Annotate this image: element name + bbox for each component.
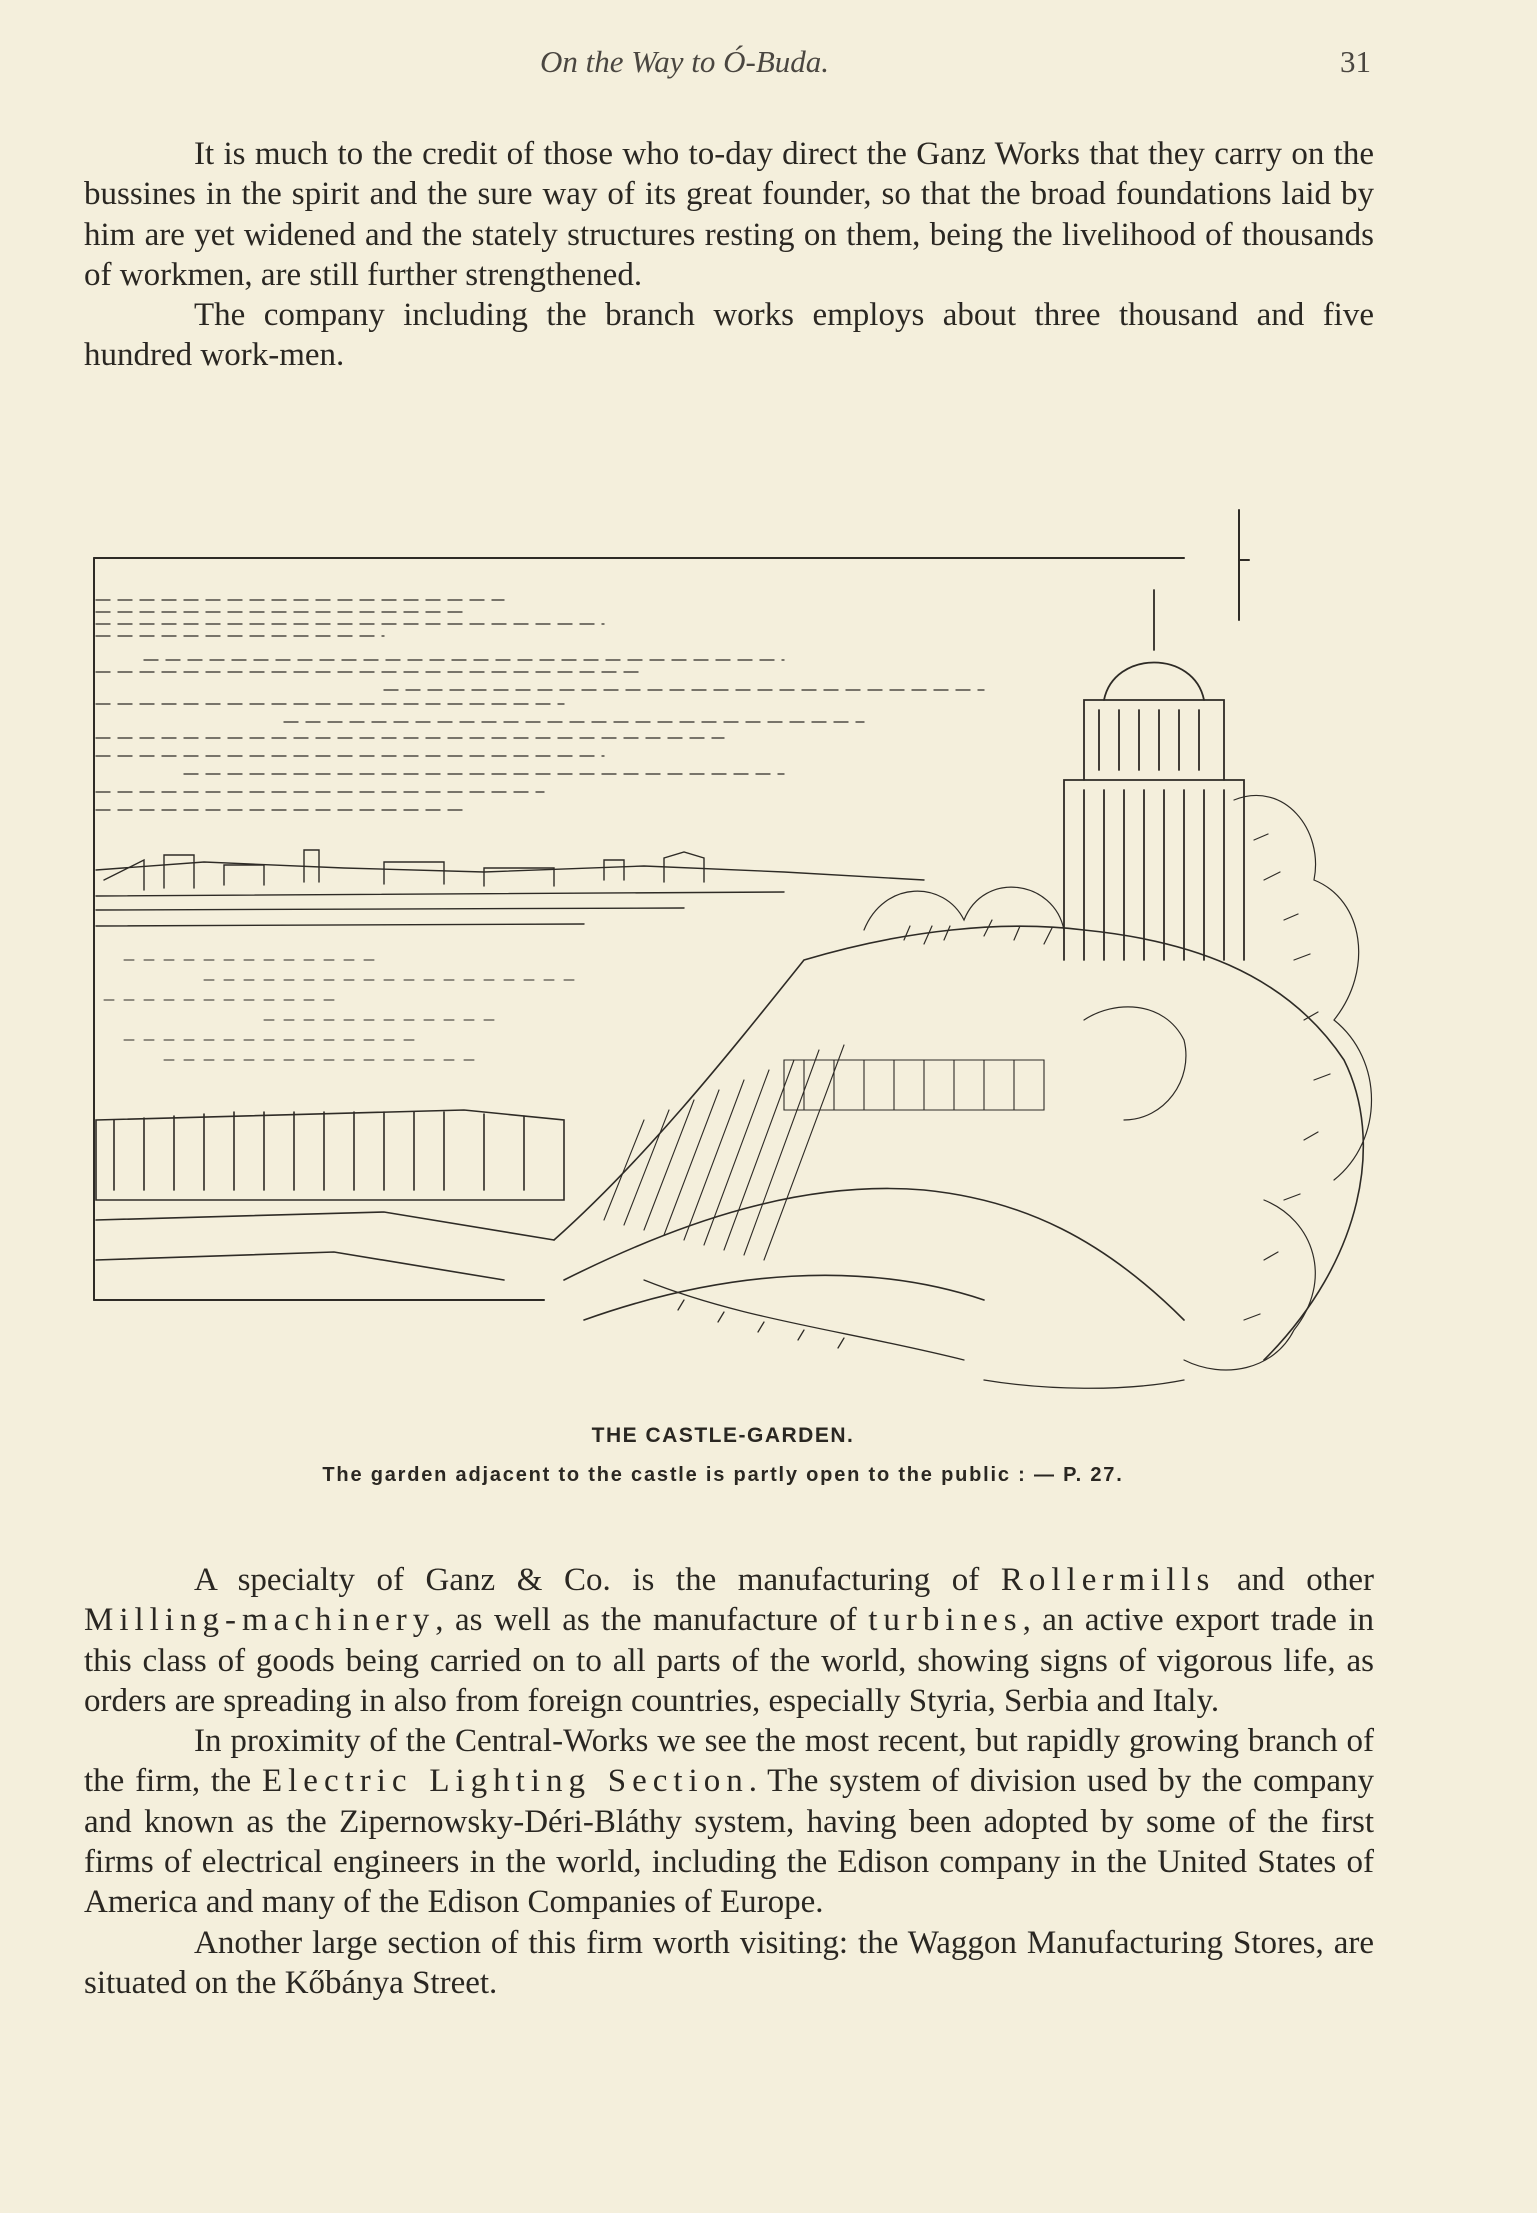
paragraph-ganz-works-credit: It is much to the credit of those who to-day direct the Ganz Works that they carry on the bussines in the spirit and the sure way of its great founder, so that the broad foundations laid by him are yet widened and the stately structures resting on them, being the livelihood of thousands of workmen, are still further strengthened. [84, 136, 1374, 293]
top-text-block [84, 134, 1374, 376]
paragraph-specialty [84, 1560, 1374, 1721]
spaced-term-electric-lighting-section: Electric Lighting Section [261, 1763, 749, 1800]
spaced-term-rollermills: Rollermills [1000, 1562, 1216, 1598]
paragraph-workforce: The company including the branch works employs about three thousand and five hundred work-men. [84, 297, 1374, 374]
text-run: , as well as the manufacture of [435, 1602, 869, 1639]
running-title: On the Way to Ó-Buda. [540, 44, 830, 79]
castle-garden-illustration [84, 500, 1424, 1400]
bottom-text-block [84, 1560, 1374, 2003]
spaced-term-milling-machinery: Milling-machinery [84, 1602, 436, 1639]
figure-caption-subtitle: The garden adjacent to the castle is partly open to the public : — P. 27. [322, 1464, 1124, 1486]
paragraph-electric-lighting [84, 1721, 1374, 1922]
text-run: , an active export trade in this class of goods being carried on to all parts of the world, showing signs of vigorous life, as orders are spreading in also from foreign countries, especially Styria, Serbia and Italy. [84, 1602, 1374, 1719]
text-run: . The system of division used by the company and known as the Zipernowsky-Déri-Bláthy system, having been adopted by some of the first firms of electrical engineers in the world, including the Edison company in the United States of America and many of the Edison Companies of Europe. [84, 1763, 1374, 1921]
spaced-term-turbines: turbines [868, 1602, 1023, 1639]
text-run: In proximity of the Central-Works we see the most recent, but rapidly growing branch of the firm, the [84, 1723, 1374, 1800]
text-run: and other [1215, 1562, 1375, 1598]
page-number: 31 [1340, 44, 1371, 79]
figure-caption-title: THE CASTLE-GARDEN. [591, 1424, 855, 1447]
paragraph-waggon-stores: Another large section of this firm worth visiting: the Waggon Manufacturing Stores, are situated on the Kőbánya Street. [84, 1924, 1374, 2001]
text-run: A specialty of Ganz & Co. is the manufacturing of [194, 1562, 1001, 1598]
